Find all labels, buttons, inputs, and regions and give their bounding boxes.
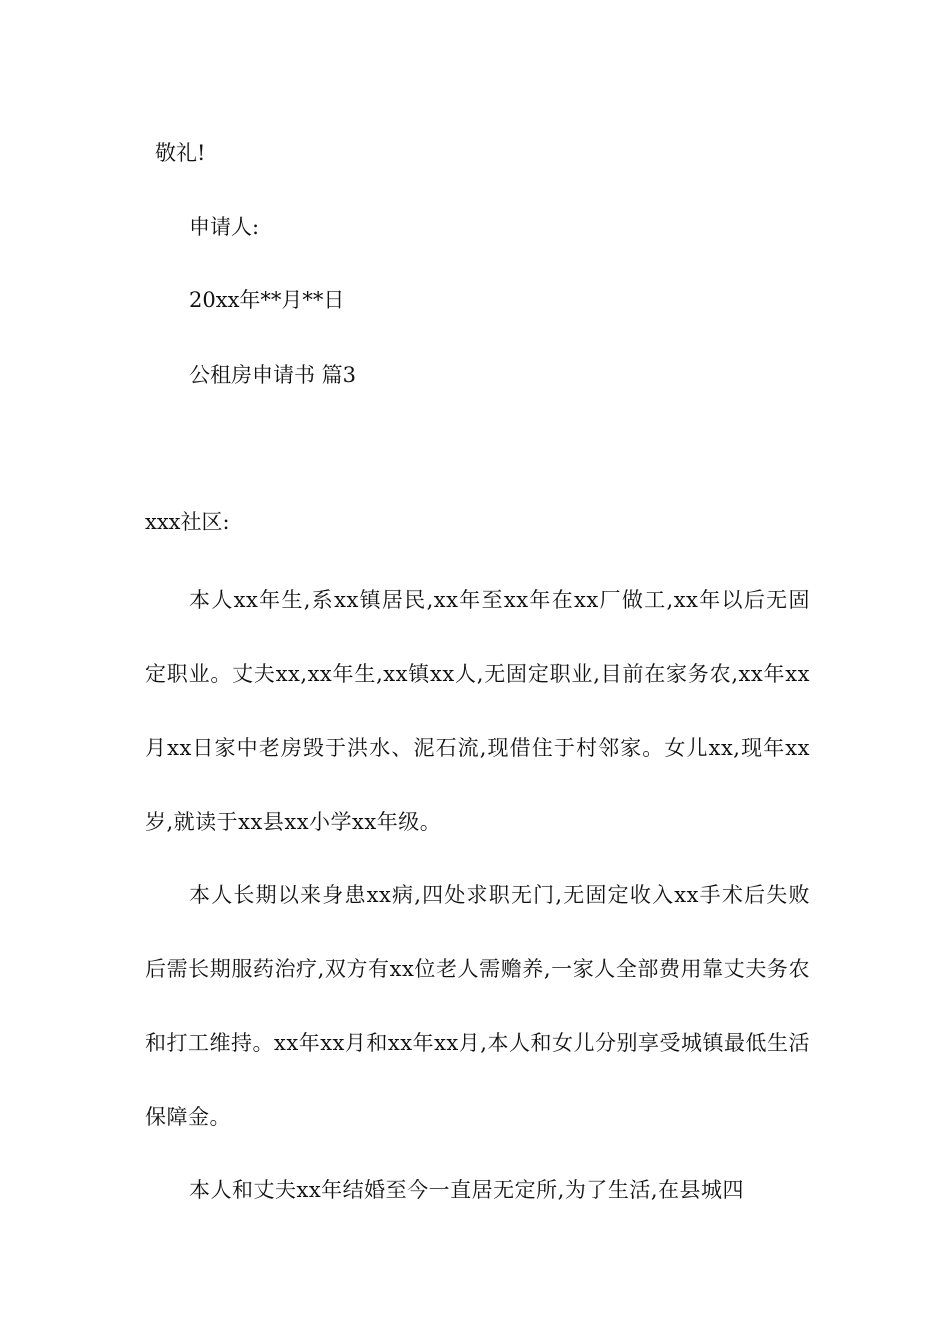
closing-salute: 敬礼! <box>155 141 206 165</box>
addressee: xxx社区: <box>145 510 230 534</box>
body-paragraph-2: 本人长期以来身患xx病,四处求职无门,无固定收入xx手术后失败后需长期服药治疗,双方有xx位老人需赡养,一家人全部费用靠丈夫务农和打工维持。xx年xx月和xx年xx月,本人和女儿分别享受城镇最低生活保障金。 <box>145 883 810 1129</box>
applicant-label: 申请人: <box>189 215 260 239</box>
section-heading: 公租房申请书 篇3 <box>189 363 357 387</box>
date-line: 20xx年**月**日 <box>189 288 345 312</box>
body-paragraph-1: 本人xx年生,系xx镇居民,xx年至xx年在xx厂做工,xx年以后无固定职业。丈夫xx,xx年生,xx镇xx人,无固定职业,目前在家务农,xx年xx月xx日家中老房毁于洪水、泥石流,现借住于村邻家。女儿xx,现年xx岁,就读于xx县xx小学xx年级。 <box>145 588 810 834</box>
body-paragraph-3: 本人和丈夫xx年结婚至今一直居无定所,为了生活,在县城四 <box>189 1178 745 1202</box>
